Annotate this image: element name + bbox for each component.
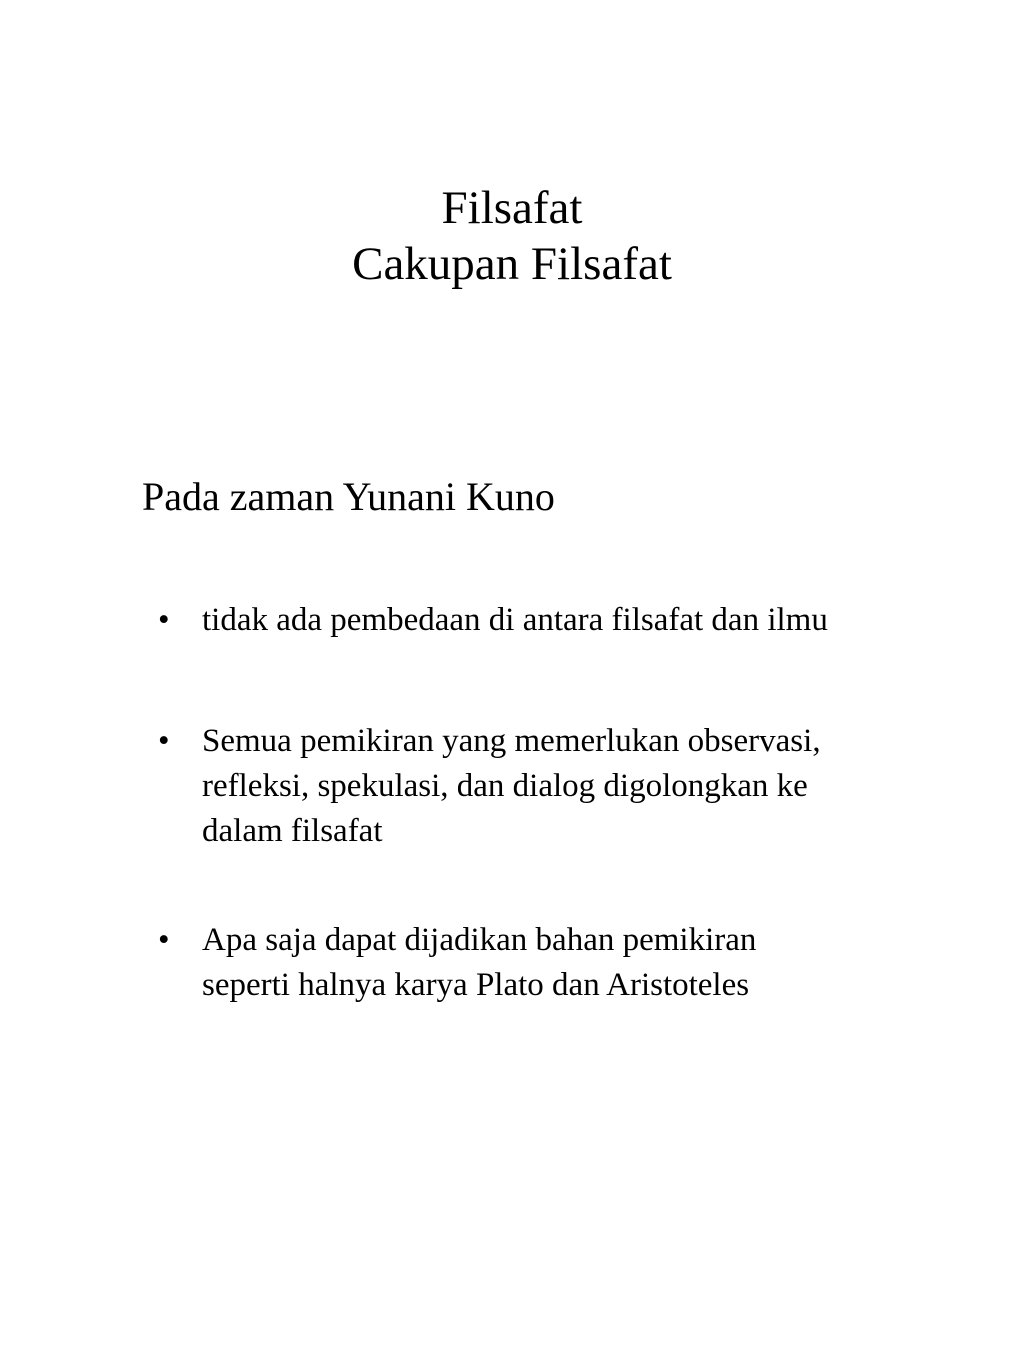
bullet-text — [202, 719, 962, 854]
bullet-icon: • — [158, 723, 170, 759]
bullet-line: refleksi, spekulasi, dan dialog digolongkan ke — [202, 768, 808, 804]
title-line-1: Filsafat — [441, 182, 583, 234]
bullet-line: dalam filsafat — [202, 813, 383, 849]
bullet-text — [202, 918, 962, 1008]
bullet-line: Apa saja dapat dijadikan bahan pemikiran — [202, 922, 757, 958]
bullet-line: Semua pemikiran yang memerlukan observasi, — [202, 723, 821, 759]
bullet-line: seperti halnya karya Plato dan Aristoteles — [202, 967, 750, 1003]
slide-title — [0, 180, 1024, 292]
bullet-icon: • — [158, 922, 170, 958]
subheading: Pada zaman Yunani Kuno — [142, 474, 555, 519]
bullet-line: tidak ada pembedaan di antara filsafat dan ilmu — [202, 602, 828, 638]
bullet-text — [202, 598, 962, 643]
bullet-icon: • — [158, 602, 170, 638]
title-line-2: Cakupan Filsafat — [352, 238, 672, 290]
